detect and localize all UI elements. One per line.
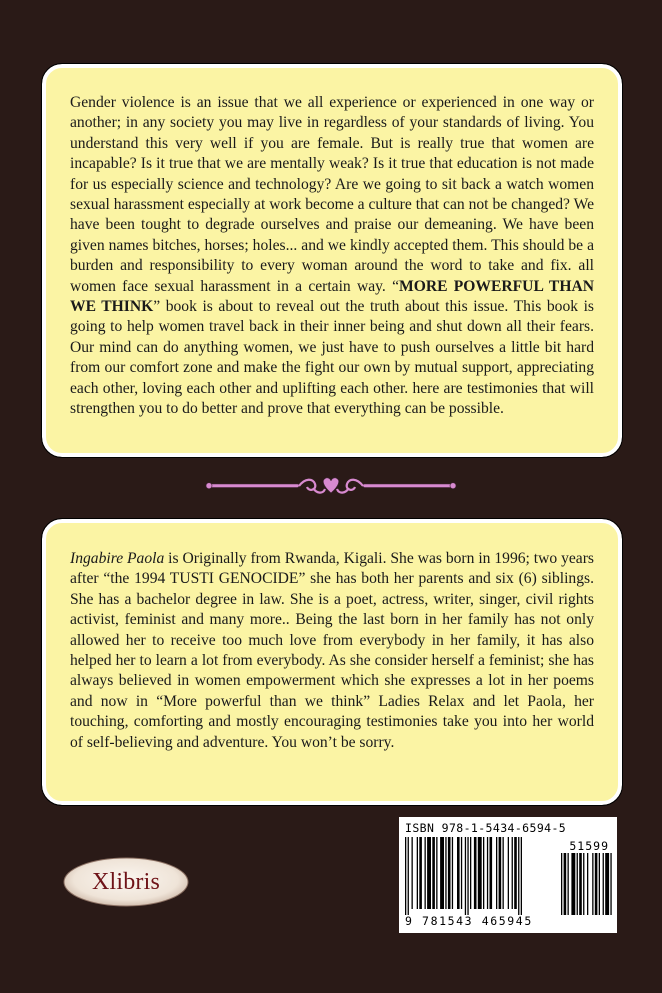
publisher-logo xyxy=(62,856,190,908)
isbn-barcode xyxy=(399,817,617,933)
author-name: Ingabire Paola xyxy=(70,550,165,567)
price-code: 51599 xyxy=(569,839,609,853)
publisher-logo-text: Xlibris xyxy=(91,868,161,895)
book-title-inline: MORE POWERFUL THAN WE THINK xyxy=(70,277,594,316)
isbn-number: ISBN 978-1-5434-6594-5 xyxy=(405,821,567,835)
blurb-text xyxy=(70,93,594,420)
blurb-panel xyxy=(42,64,622,457)
ornament-divider-icon xyxy=(205,474,457,498)
barcode-bars xyxy=(403,837,613,917)
author-bio-panel xyxy=(42,519,622,805)
author-bio-text xyxy=(70,549,594,753)
author-bio-body: is Originally from Rwanda, Kigali. She was born in 1996; two years after “the 1994 TUSTI GENOCIDE” she has both her parents and six (6) siblings. She has a bachelor degree in law. She is a poet, actress, writer, singer, civil rights activist, feminist and many more.. Being the last born in her family has not only allowed her to receive too much love from everybody in her family, it has also helped her to learn a lot from everybody. As she consider herself a feminist; she has always believed in women empowerment which she expresses a lot in her poems and now in “More powerful than we think” Ladies Relax and let Paola, her touching, comforting and mostly encouraging testimonies take you into her world of self-believing and adventure. You won’t be sorry. xyxy=(70,550,594,751)
blurb-part-1: Gender violence is an issue that we all experience or experienced in one way or another; in any society you may live in regardless of your standards of living. You understand this very well if you are female. But is really true that women are incapable? Is it true that we are mentally weak? Is it true that education is not made for us especially science and technology? Are we going to sit back a watch women sexual harassment especially at work become a culture that can not be changed? We have been tought to degrade ourselves and praise our demeaning. We have been given names bitches, horses; holes... and we kindly accepted them. This should be a burden and responsibility to every woman around the word to take and fix. all women face sexual harassment in a certain way. “ xyxy=(70,94,594,295)
blurb-part-2: ” book is about to reveal out the truth about this issue. This book is going to help women travel back in their inner being and shut down all their fears. Our mind can do anything women, we just have to push ourselves a little bit hard from our comfort zone and make the fight our own by mutual support, appreciating each other, loving each other and uplifting each other. here are testimonies that will strengthen you to do better and prove that everything can be possible. xyxy=(70,298,594,418)
ean-digits: 9 781543 465945 xyxy=(405,914,533,928)
